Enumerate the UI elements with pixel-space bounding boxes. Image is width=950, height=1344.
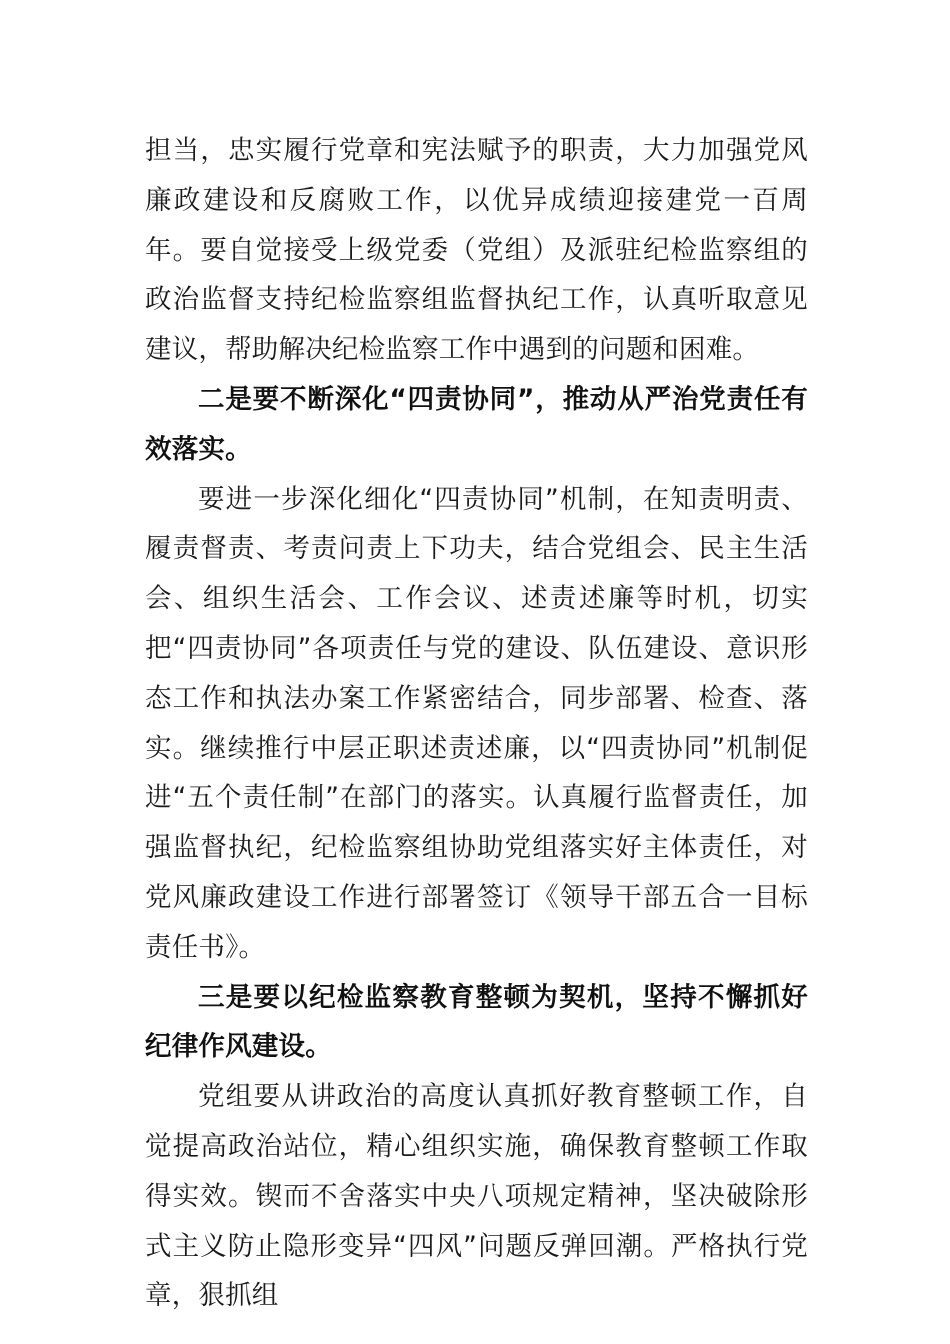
paragraph-continuation: 担当，忠实履行党章和宪法赋予的职责，大力加强党风廉政建设和反腐败工作，以优异成绩迎接建党一百周年。要自觉接受上级党委（党组）及派驻纪检监察组的政治监督支持纪检监察组监督执纪工作，认真听取意见建议，帮助解决纪检监察工作中遇到的问题和困难。: [145, 135, 808, 366]
paragraph-four-responsibility: 要进一步深化细化“四责协同”机制，在知责明责、履责督责、考责问责上下功夫，结合党组会、民主生活会、组织生活会、工作会议、述责述廉等时机，切实把“四责协同”各项责任与党的建设、队伍建设、意识形态工作和执法办案工作紧密结合，同步部署、检查、落实。继续推行中层正职述责述廉，以“四责协同”机制促进“五个责任制”在部门的落实。认真履行监督责任，加强监督执纪，纪检监察组协助党组落实好主体责任，对党风廉政建设工作进行部署签订《领导干部五合一目标责任书》。: [145, 483, 808, 963]
section-heading-two: 二是要不断深化“四责协同”，推动从严治党责任有效落实。: [145, 383, 808, 465]
section-heading-three: 三是要以纪检监察教育整顿为契机，坚持不懈抓好纪律作风建设。: [145, 981, 808, 1063]
paragraph-discipline: 党组要从讲政治的高度认真抓好教育整顿工作，自觉提高政治站位，精心组织实施，确保教育整顿工作取得实效。锲而不舍落实中央八项规定精神，坚决破除形式主义防止隐形变异“四风”问题反弹回潮。严格执行党章，狠抓组: [145, 1081, 808, 1312]
document-body: [145, 126, 808, 1321]
